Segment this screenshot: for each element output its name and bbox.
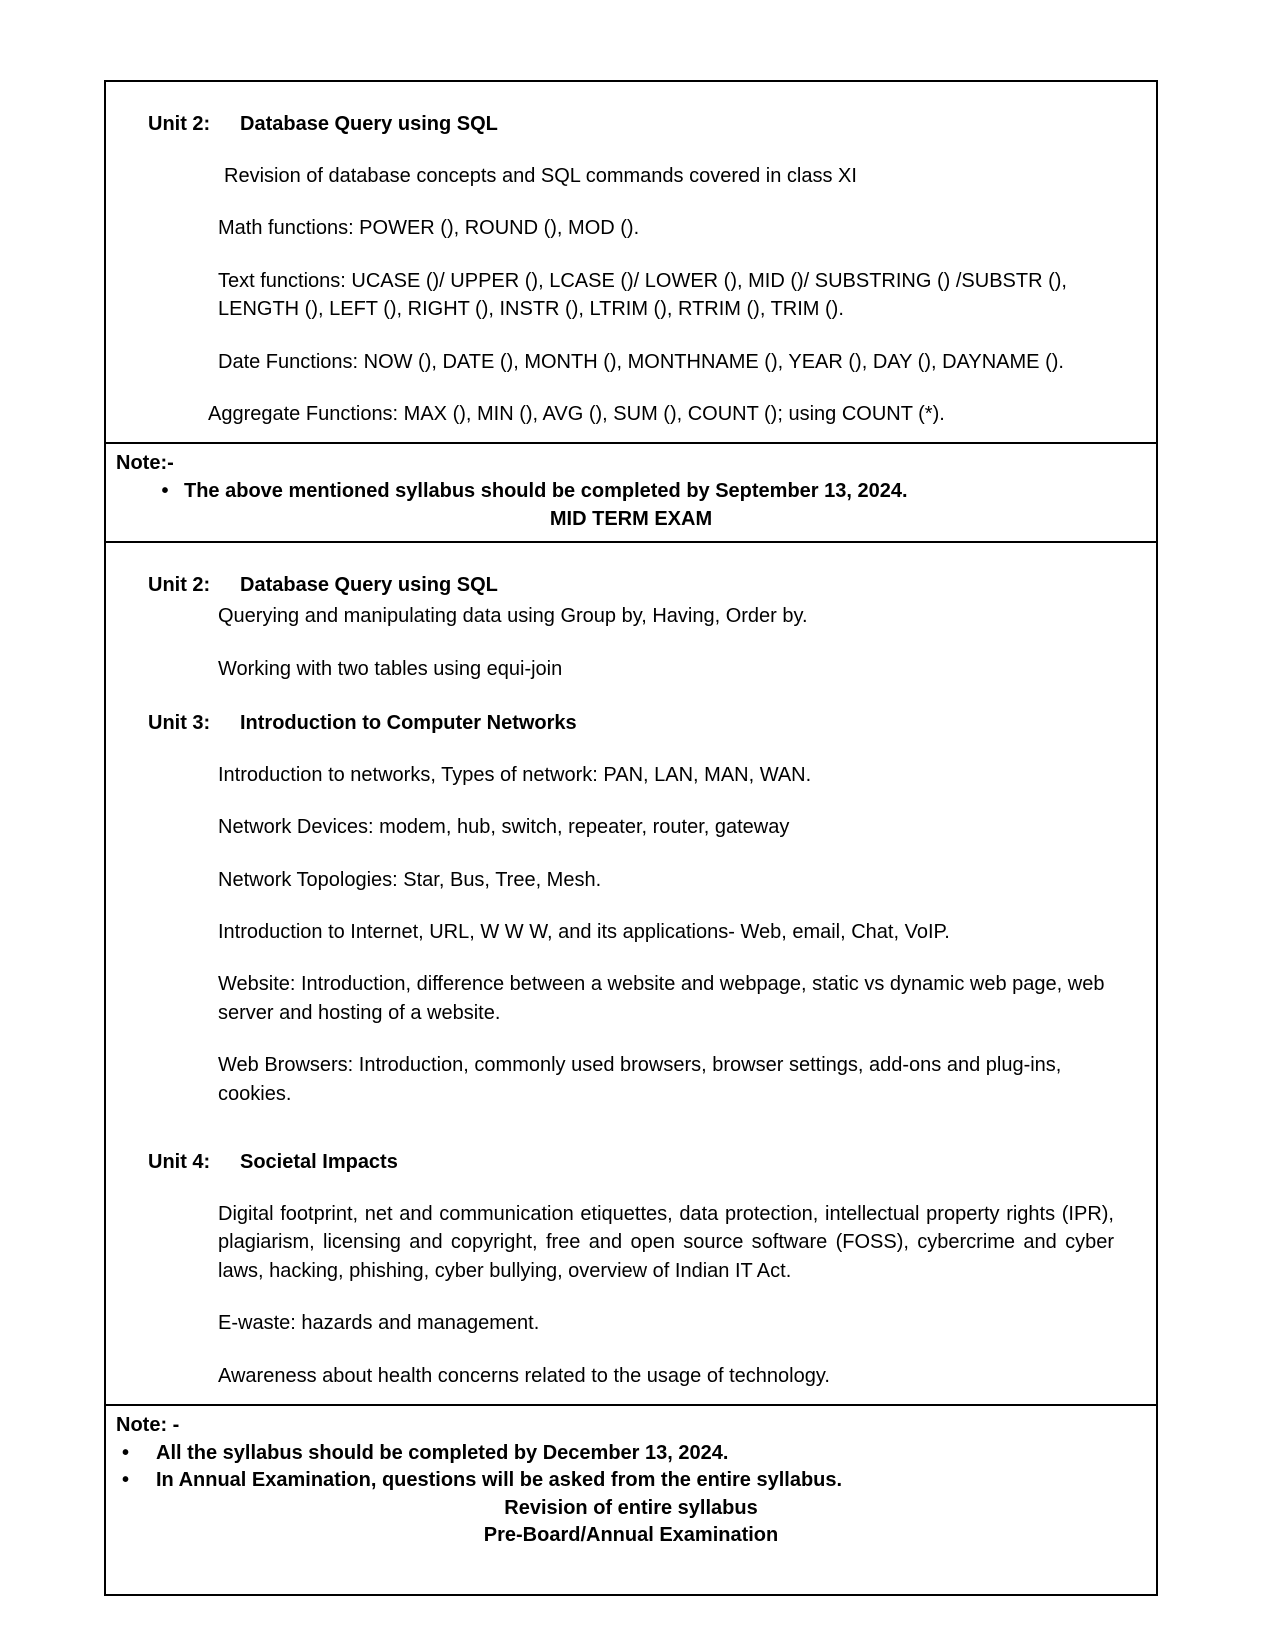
section-unit2-pre-midterm [104, 80, 1158, 444]
unit2-heading-post [148, 571, 1114, 599]
paragraph-aggregate-functions: Aggregate Functions: MAX (), MIN (), AVG (), SUM (), COUNT (); using COUNT (*). [208, 402, 945, 425]
note-midterm-label: Note:- [116, 452, 174, 475]
note-midterm-item [116, 478, 1146, 506]
syllabus-document [104, 80, 1158, 1596]
paragraph-digital-footprint: Digital footprint, net and communication etiquettes, data protection, intellectual property rights (IPR), plagiarism, licensing and copyright, free and open source software (FOSS), cybercrime and cyber laws, hacking, phishing, cyber bullying, overview of Indian IT Act. [218, 1203, 1114, 1282]
paragraph-web-browsers: Web Browsers: Introduction, commonly used browsers, browser settings, add-ons and plug-ins, cookies. [218, 1054, 1062, 1105]
revision-line: Revision of entire syllabus [504, 1496, 758, 1519]
bullet-icon: • [161, 479, 169, 502]
unit2-label-post: Unit 2: [148, 574, 211, 597]
note-final [104, 1404, 1158, 1596]
note-midterm [104, 442, 1158, 543]
paragraph-health-awareness: Awareness about health concerns related to the usage of technology. [218, 1364, 830, 1387]
unit3-label: Unit 3: [148, 711, 211, 734]
midterm-exam-line: MID TERM EXAM [549, 507, 713, 530]
section-post-midterm [104, 541, 1158, 1406]
paragraph-math-functions: Math functions: POWER (), ROUND (), MOD (). [218, 217, 640, 240]
paragraph-text-functions: Text functions: UCASE ()/ UPPER (), LCASE ()/ LOWER (), MID ()/ SUBSTRING () /SUBSTR (), LENGTH (), LEFT (), RIGHT (), INSTR (), LTRIM (), RTRIM (), TRIM (). [218, 269, 1067, 321]
note-midterm-list [116, 478, 1146, 506]
note-final-item-1 [116, 1440, 1146, 1468]
unit4-title: Societal Impacts [240, 1151, 398, 1174]
note-final-label: Note: - [116, 1413, 180, 1436]
bullet-icon: • [122, 1469, 130, 1492]
paragraph-ewaste: E-waste: hazards and management. [218, 1312, 540, 1335]
note-midterm-text: The above mentioned syllabus should be completed by September 13, 2024. [184, 479, 908, 502]
paragraph-network-devices: Network Devices: modem, hub, switch, repeater, router, gateway [218, 816, 790, 839]
unit3-heading [148, 709, 1114, 737]
bullet-icon: • [122, 1441, 130, 1464]
preboard-exam-line: Pre-Board/Annual Examination [483, 1524, 779, 1547]
note-final-list [116, 1440, 1146, 1495]
paragraph-network-topologies: Network Topologies: Star, Bus, Tree, Mesh. [218, 868, 602, 891]
unit2-title-post: Database Query using SQL [240, 574, 498, 597]
unit2-title: Database Query using SQL [240, 113, 498, 135]
paragraph-website: Website: Introduction, difference between a website and webpage, static vs dynamic web page, web server and hosting of a website. [218, 973, 1105, 1024]
paragraph-equi-join: Working with two tables using equi-join [218, 657, 563, 680]
note-final-text-2: In Annual Examination, questions will be asked from the entire syllabus. [156, 1469, 843, 1492]
unit2-label: Unit 2: [148, 113, 211, 135]
paragraph-querying: Querying and manipulating data using Group by, Having, Order by. [218, 605, 808, 628]
note-final-text-1: All the syllabus should be completed by December 13, 2024. [156, 1441, 729, 1464]
paragraph-network-types: Introduction to networks, Types of network: PAN, LAN, MAN, WAN. [218, 763, 812, 786]
paragraph-internet-intro: Introduction to Internet, URL, W W W, and its applications- Web, email, Chat, VoIP. [218, 921, 950, 944]
paragraph-date-functions: Date Functions: NOW (), DATE (), MONTH (), MONTHNAME (), YEAR (), DAY (), DAYNAME (). [218, 350, 1064, 373]
unit2-heading [148, 110, 1114, 138]
unit4-heading [148, 1148, 1114, 1176]
unit4-label: Unit 4: [148, 1151, 211, 1174]
note-final-item-2 [116, 1467, 1146, 1495]
paragraph-revision: Revision of database concepts and SQL commands covered in class XI [224, 165, 857, 187]
unit3-title: Introduction to Computer Networks [240, 711, 577, 734]
